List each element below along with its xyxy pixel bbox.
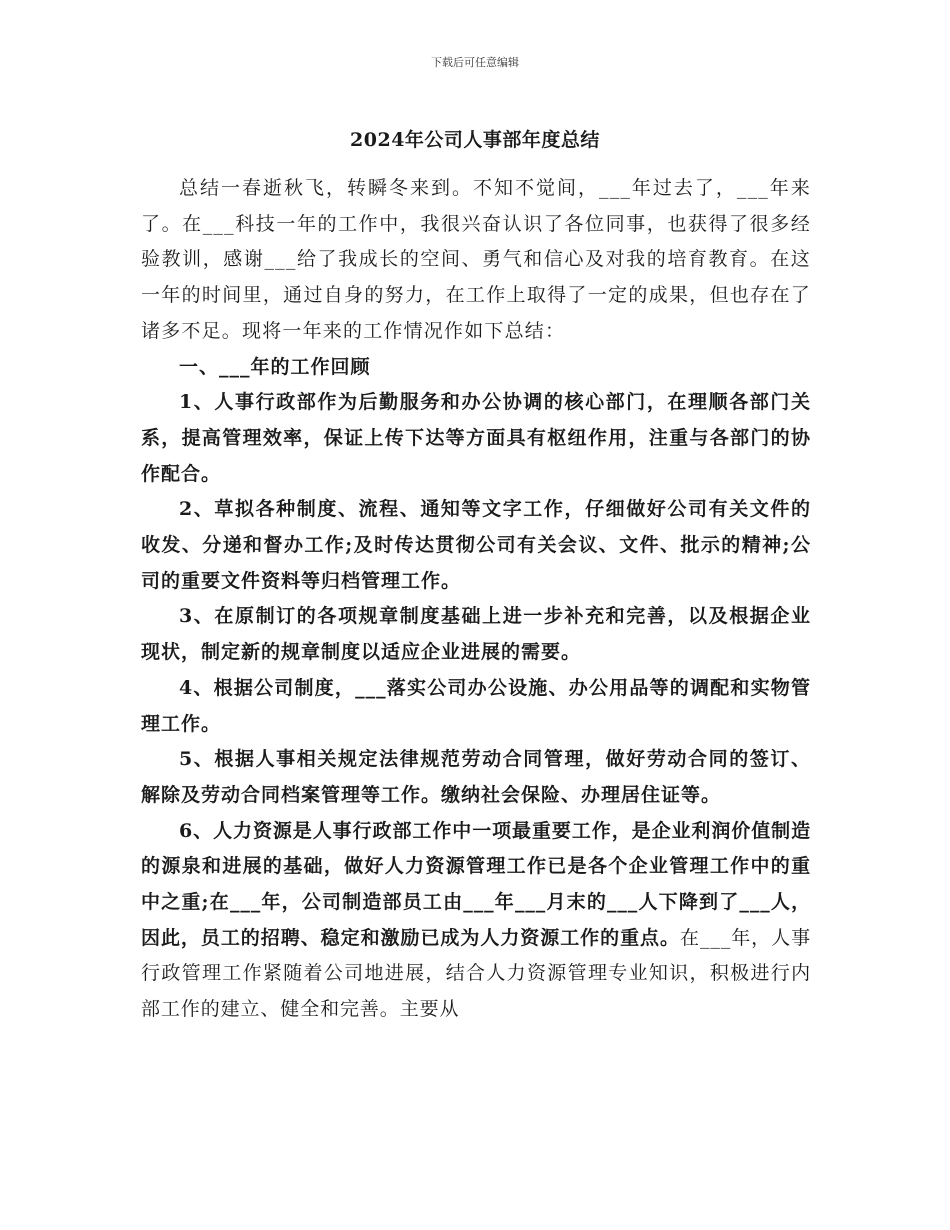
paragraph-item-3: 3、在原制订的各项规章制度基础上进一步补充和完善，以及根据企业现状，制定新的规章制度以适应企业进展的需要。: [141, 605, 811, 664]
document-title: 2024年公司人事部年度总结: [350, 129, 600, 151]
section-heading: 一、___年的工作回顾: [179, 355, 371, 378]
paragraph-item-1: 1、人事行政部作为后勤服务和办公协调的核心部门，在理顺各部门关系，提高管理效率，保证上传下达等方面具有枢纽作用，注重与各部门的协作配合。: [141, 391, 811, 485]
paragraph-item-4: 4、根据公司制度，___落实公司办公设施、办公用品等的调配和实物管理工作。: [141, 676, 811, 735]
paragraph-item-6-normal: 在___年，人事行政管理工作紧随着公司地进展，结合人力资源管理专业知识，积极进行内部工作的建立、健全和完善。主要从: [141, 926, 811, 1021]
paragraph-item-2: 2、草拟各种制度、流程、通知等文字工作，仔细做好公司有关文件的收发、分递和督办工作;及时传达贯彻公司有关会议、文件、批示的精神;公司的重要文件资料等归档管理工作。: [141, 498, 811, 592]
header-note: 下载后可任意编辑: [431, 56, 519, 69]
paragraph-item-6-bold: 6、人力资源是人事行政部工作中一项最重要工作，是企业利润价值制造的源泉和进展的基础，做好人力资源管理工作已是各个企业管理工作中的重中之重;在___年，公司制造部员工由___年___月末的___人下降到了___人，因此，员工的招聘、稳定和激励已成为人力资源工作的重点。: [141, 819, 811, 949]
paragraph-item-5: 5、根据人事相关规定法律规范劳动合同管理，做好劳动合同的签订、解除及劳动合同档案管理等工作。缴纳社会保险、办理居住证等。: [141, 748, 811, 806]
document-body: [141, 171, 811, 1028]
paragraph-item-6: [141, 814, 811, 1028]
paragraph-intro: 总结一春逝秋飞，转瞬冬来到。不知不觉间，___年过去了，___年来了。在___科技一年的工作中，我很兴奋认识了各位同事，也获得了很多经验教训，感谢___给了我成长的空间、勇气和信心及对我的培育教育。在这一年的时间里，通过自身的努力，在工作上取得了一定的成果，但也存在了诸多不足。现将一年来的工作情况作如下总结：: [141, 177, 811, 342]
